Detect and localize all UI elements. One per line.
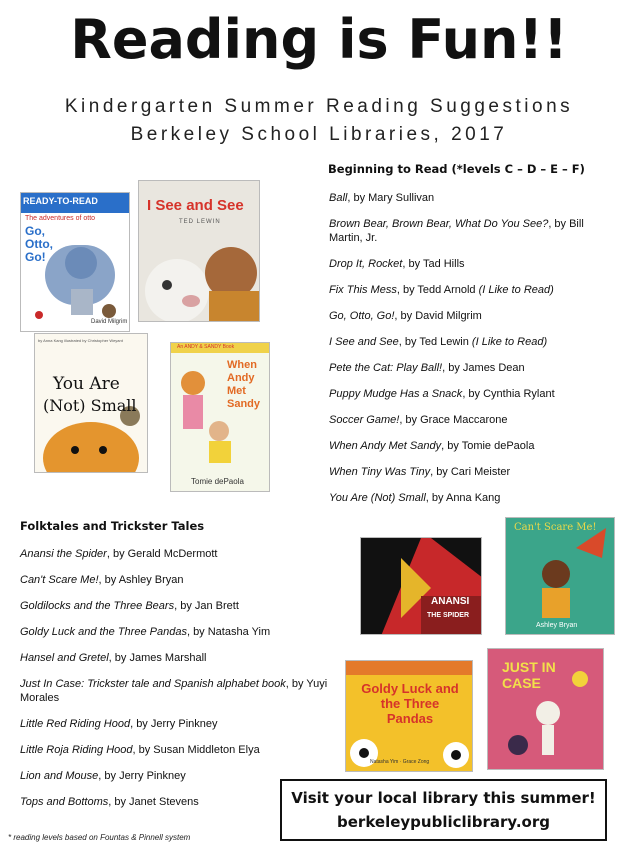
list-item: Goldy Luck and the Three Pandas, by Natasha Yim xyxy=(20,626,271,638)
cover-goldy-luck xyxy=(345,660,473,772)
list-item: Little Red Riding Hood, by Jerry Pinkney xyxy=(20,718,218,730)
cover-title: JUST IN CASE xyxy=(502,659,556,691)
cover-title-line-2: THE SPIDER xyxy=(427,612,470,619)
cover-go-otto-go xyxy=(20,192,130,332)
cover-cant-scare-me xyxy=(505,517,615,635)
cover-author: Ashley Bryan xyxy=(536,622,578,629)
cover-title: I See and See xyxy=(147,197,244,214)
cover-credits: Natasha Yim · Grace Zong xyxy=(370,759,430,765)
list-item: Anansi the Spider, by Gerald McDermott xyxy=(20,548,218,560)
cover-i-see-and-see xyxy=(138,180,260,322)
list-item: Lion and Mouse, by Jerry Pinkney xyxy=(20,770,186,782)
cover-series-label: An ANDY & SANDY Book xyxy=(177,344,235,350)
section-heading-folktales: Folktales and Trickster Tales xyxy=(20,519,205,533)
cover-anansi-the-spider xyxy=(360,537,482,635)
list-item: When Tiny Was Tiny, by Cari Meister xyxy=(329,466,511,478)
list-item: Fix This Mess, by Tedd Arnold (I Like to Read) xyxy=(329,284,554,296)
cover-you-are-not-small xyxy=(34,333,148,473)
list-item: Go, Otto, Go!, by David Milgrim xyxy=(329,310,482,322)
subtitle-line-2: Berkeley School Libraries, 2017 xyxy=(130,124,508,145)
cover-title-line-1: You Are xyxy=(53,374,120,394)
cover-series-label: READY-TO-READ xyxy=(23,196,98,206)
cover-author: David Milgrim xyxy=(91,319,128,325)
page-title: Reading is Fun!! xyxy=(70,8,568,71)
cover-subtitle: The adventures of otto xyxy=(25,215,96,222)
list-item: Goldilocks and the Three Bears, by Jan Brett xyxy=(20,600,239,612)
library-banner xyxy=(280,779,607,841)
subtitle-line-1: Kindergarten Summer Reading Suggestions xyxy=(64,96,574,117)
list-item: Can't Scare Me!, by Ashley Bryan xyxy=(20,574,184,586)
cover-title-line-1: ANANSI xyxy=(431,596,470,607)
section-heading-beginning: Beginning to Read (*levels C – D – E – F) xyxy=(328,162,585,176)
cover-author: Tomie dePaola xyxy=(191,477,244,486)
list-item: Puppy Mudge Has a Snack, by Cynthia Rylant xyxy=(329,388,555,400)
cover-author: TED LEWIN xyxy=(179,219,221,225)
list-item: Little Roja Riding Hood, by Susan Middleton Elya xyxy=(20,744,260,756)
cover-when-andy-met-sandy xyxy=(170,342,270,492)
list-item: Drop It, Rocket, by Tad Hills xyxy=(329,258,465,270)
list-item: Brown Bear, Brown Bear, What Do You See?, by Bill Martin, Jr. xyxy=(329,218,584,244)
footnote: * reading levels based on Fountas & Pinnell system xyxy=(8,833,191,842)
cover-title-line-2: (Not) Small xyxy=(43,396,137,415)
list-item: Just In Case: Trickster tale and Spanish alphabet book, by Yuyi Morales xyxy=(20,678,328,704)
list-item: When Andy Met Sandy, by Tomie dePaola xyxy=(329,440,535,452)
banner-url-link[interactable]: berkeleypubliclibrary.org xyxy=(337,813,550,831)
cover-title: Go, Otto, Go! xyxy=(25,224,53,264)
cover-credits: by Anna Kang illustrated by Christopher Weyant xyxy=(38,338,123,343)
cover-title: Can't Scare Me! xyxy=(514,522,597,533)
list-item: Ball, by Mary Sullivan xyxy=(329,192,435,204)
cover-just-in-case xyxy=(487,648,604,770)
cover-title: When Andy Met Sandy xyxy=(227,359,261,410)
list-item: Tops and Bottoms, by Janet Stevens xyxy=(20,796,199,808)
list-item: I See and See, by Ted Lewin (I Like to Read) xyxy=(329,336,548,348)
list-item: You Are (Not) Small, by Anna Kang xyxy=(329,492,501,504)
list-item: Hansel and Gretel, by James Marshall xyxy=(20,652,207,664)
banner-message: Visit your local library this summer! xyxy=(291,789,596,807)
list-item: Pete the Cat: Play Ball!, by James Dean xyxy=(329,362,525,374)
cover-title: Goldy Luck and the Three Pandas xyxy=(361,681,459,726)
list-item: Soccer Game!, by Grace Maccarone xyxy=(329,414,508,426)
beginning-book-list xyxy=(329,191,619,517)
